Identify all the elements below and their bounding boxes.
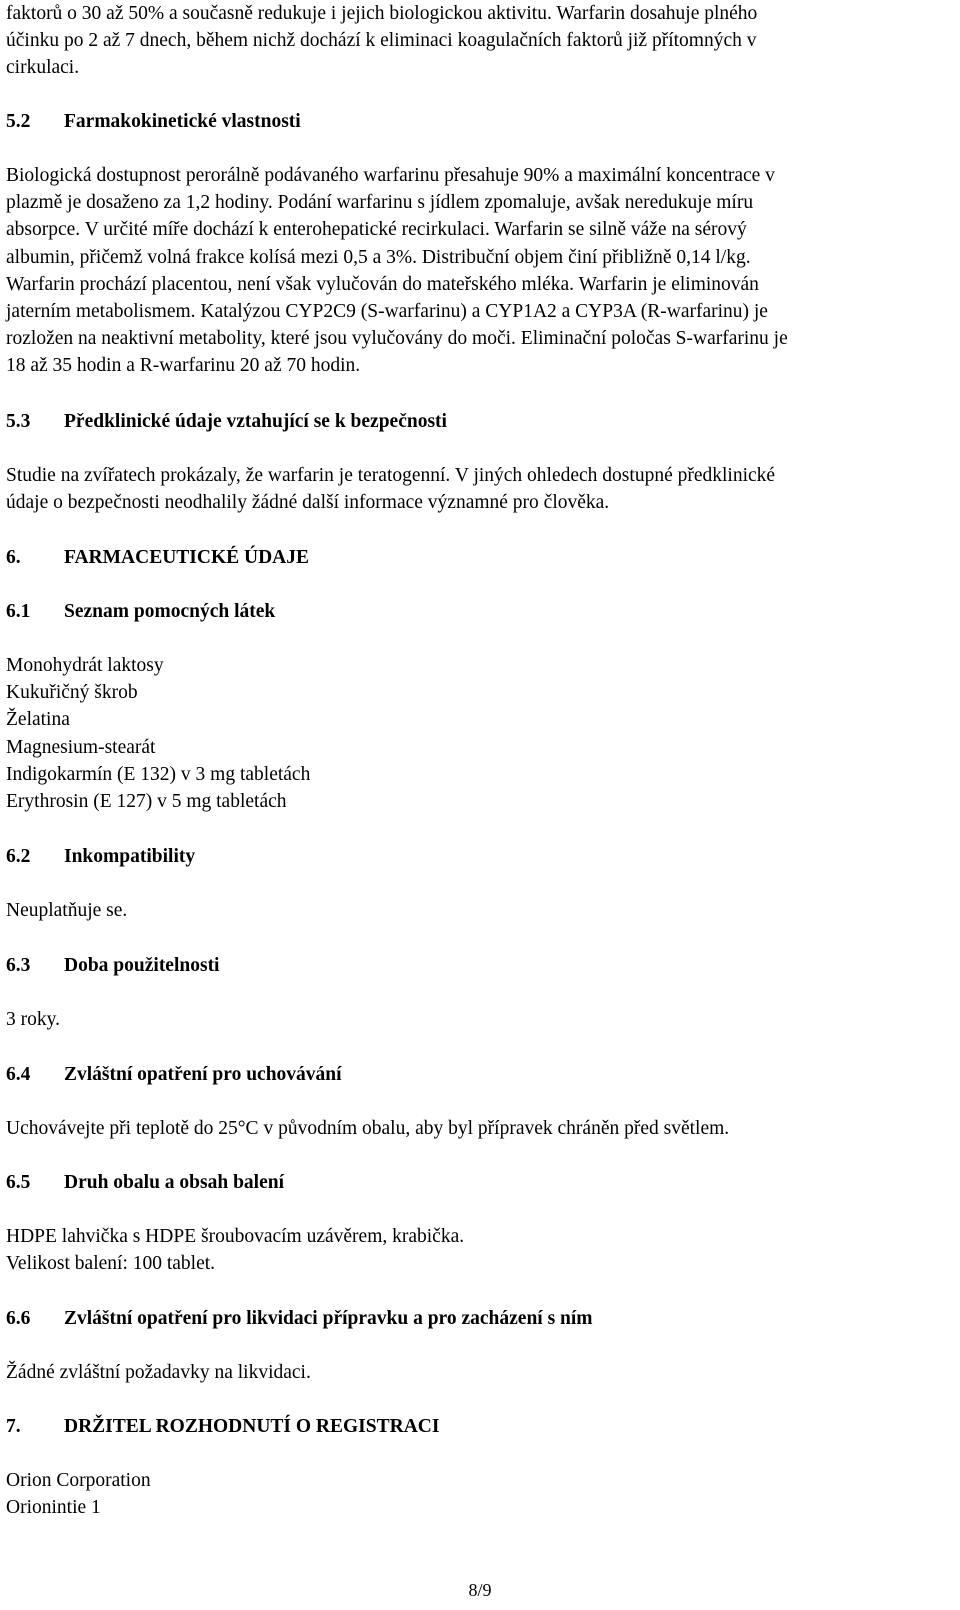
- section-number: 6.5: [6, 1172, 31, 1193]
- section-number: 5.2: [6, 111, 31, 132]
- section-title: Farmakokinetické vlastnosti: [64, 111, 301, 132]
- text-line: 18 až 35 hodin a R-warfarinu 20 až 70 hodin.: [6, 355, 361, 377]
- list-item: Magnesium-stearát: [6, 736, 156, 758]
- text-line: cirkulaci.: [6, 57, 80, 79]
- section-heading-6: [6, 544, 309, 571]
- section-heading-5-3: [6, 408, 447, 435]
- list-item: Kukuřičný škrob: [6, 682, 138, 704]
- text-line: Warfarin prochází placentou, není však vylučován do mateřského mléka. Warfarin je eliminován: [6, 273, 759, 295]
- section-title: Druh obalu a obsah balení: [64, 1172, 284, 1193]
- text-line: faktorů o 30 až 50% a současně redukuje i jejich biologickou aktivitu. Warfarin dosahuje plného: [6, 3, 758, 24]
- paragraph-5-3: [6, 462, 946, 516]
- text-line: údaje o bezpečnosti neodhalily žádné další informace významné pro člověka.: [6, 492, 610, 514]
- section-number: 5.3: [6, 411, 31, 432]
- text-line: účinku po 2 až 7 dnech, během nichž dochází k eliminaci koagulačních faktorů již přítomných v: [6, 30, 757, 52]
- text-line: albumin, přičemž volná frakce kolísá mezi 0,5 a 3%. Distribuční objem činí přibližně 0,14 l/kg.: [6, 246, 751, 268]
- section-heading-6-5: [6, 1169, 284, 1196]
- section-number: 6.1: [6, 601, 31, 622]
- text-line: absorpce. V určité míře dochází k enterohepatické recirkulaci. Warfarin se silně váže na sérový: [6, 219, 747, 241]
- section-heading-5-2: [6, 108, 301, 135]
- section-number: 6.3: [6, 955, 31, 976]
- intro-paragraph: [6, 0, 946, 82]
- section-title: Inkompatibility: [64, 846, 196, 867]
- text-line: 3 roky.: [6, 1009, 60, 1030]
- text-line: Velikost balení: 100 tablet.: [6, 1253, 216, 1275]
- paragraph-6-6: [6, 1359, 946, 1386]
- paragraph-6-2: [6, 897, 946, 924]
- section-title: DRŽITEL ROZHODNUTÍ O REGISTRACI: [64, 1416, 440, 1437]
- paragraph-6-3: [6, 1006, 946, 1033]
- text-line: Biologická dostupnost perorálně podávaného warfarinu přesahuje 90% a maximální koncentrace v: [6, 165, 775, 186]
- section-title: FARMACEUTICKÉ ÚDAJE: [64, 547, 310, 568]
- section-title: Zvláštní opatření pro uchovávání: [64, 1064, 342, 1085]
- section-heading-6-3: [6, 952, 219, 979]
- paragraph-5-2: [6, 162, 946, 380]
- section-number: 6.4: [6, 1064, 31, 1085]
- section-number: 6.2: [6, 846, 31, 867]
- paragraph-6-4: [6, 1115, 946, 1142]
- text-line: HDPE lahvička s HDPE šroubovacím uzávěrem, krabička.: [6, 1226, 465, 1247]
- section-number: 6.: [6, 547, 21, 568]
- section-number: 6.6: [6, 1308, 31, 1329]
- list-item: Želatina: [6, 709, 70, 731]
- text-line: jaterním metabolismem. Katalýzou CYP2C9 (S-warfarinu) a CYP1A2 a CYP3A (R-warfarinu) je: [6, 301, 768, 323]
- section-title: Seznam pomocných látek: [64, 601, 276, 622]
- page-number: 8/9: [468, 1580, 492, 1600]
- section-heading-6-4: [6, 1061, 342, 1088]
- text-line: Orion Corporation: [6, 1470, 151, 1491]
- section-title: Předklinické údaje vztahující se k bezpečnosti: [64, 411, 447, 432]
- text-line: Uchovávejte při teplotě do 25°C v původním obalu, aby byl přípravek chráněn před světlem.: [6, 1118, 730, 1139]
- section-heading-7: [6, 1413, 439, 1440]
- section-title: Zvláštní opatření pro likvidaci přípravku a pro zacházení s ním: [64, 1308, 593, 1329]
- text-line: Studie na zvířatech prokázaly, že warfarin je teratogenní. V jiných ohledech dostupné předklinické: [6, 465, 776, 486]
- text-line: Žádné zvláštní požadavky na likvidaci.: [6, 1362, 311, 1383]
- list-item: Erythrosin (E 127) v 5 mg tabletách: [6, 791, 287, 813]
- section-heading-6-6: [6, 1305, 593, 1332]
- paragraph-7: [6, 1467, 946, 1521]
- paragraph-6-5: [6, 1223, 946, 1277]
- text-line: rozložen na neaktivní metabolity, které jsou vylučovány do moči. Eliminační poločas S-warfarinu je: [6, 328, 788, 350]
- text-line: Orionintie 1: [6, 1497, 101, 1519]
- section-number: 7.: [6, 1416, 21, 1437]
- section-heading-6-2: [6, 843, 195, 870]
- excipient-list: [6, 652, 946, 815]
- text-line: Neuplatňuje se.: [6, 900, 128, 921]
- list-item: Monohydrát laktosy: [6, 655, 164, 676]
- text-line: plazmě je dosaženo za 1,2 hodiny. Podání warfarinu s jídlem zpomaluje, avšak neredukuje míru: [6, 192, 754, 214]
- section-heading-6-1: [6, 598, 275, 625]
- section-title: Doba použitelnosti: [64, 955, 220, 976]
- list-item: Indigokarmín (E 132) v 3 mg tabletách: [6, 763, 311, 785]
